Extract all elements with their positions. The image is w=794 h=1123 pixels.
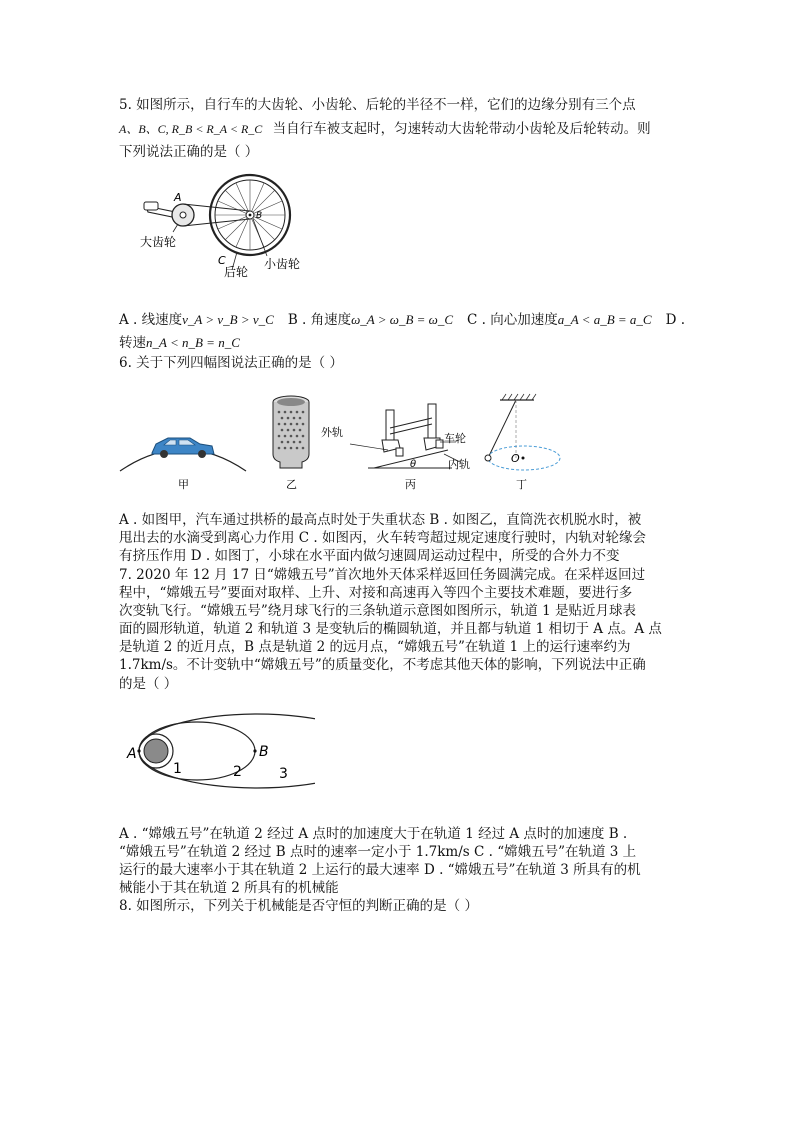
label-B: B — [259, 744, 269, 760]
q5-option-a-math: v_A > v_B > v_C — [182, 312, 274, 327]
label-theta: θ — [410, 459, 417, 470]
label-jia: 甲 — [178, 478, 189, 491]
label-C: C — [218, 254, 226, 267]
label-yi: 乙 — [286, 478, 297, 491]
label-ding: 丁 — [516, 478, 527, 491]
q6-options-line3: 有挤压作用 D . 如图丁，小球在水平面内做匀速圆周运动过程中，所受的合外力不变 — [119, 548, 620, 564]
q5-option-a-label: A . 线速度 — [119, 312, 183, 328]
small-gear-leader — [253, 219, 267, 256]
q7-stem-line3: 次变轨飞行。“嫦娥五号”绕月球飞行的三条轨道示意图如图所示，轨道 1 是贴近月球表 — [119, 603, 636, 619]
label-bing: 丙 — [405, 478, 416, 491]
q7-stem-line2: 程中，“嫦娥五号”要面对取样、上升、对接和高速再入等四个主要技术难题，要进行多 — [119, 585, 633, 601]
q5-stem-line2 — [119, 120, 651, 138]
label-orbit-1: 1 — [173, 761, 182, 777]
bicycle-gear-figure — [140, 172, 320, 284]
big-gear-hub — [180, 212, 186, 218]
q5-option-b-label: B . 角速度 — [287, 312, 352, 328]
label-B: B — [256, 211, 263, 221]
conical-pendulum — [485, 394, 560, 470]
q5-option-d-prefix: 转速 — [119, 335, 146, 351]
q5-stem-line3: 下列说法正确的是（ ） — [119, 144, 259, 160]
small-gear-center — [249, 214, 252, 217]
q6-options-line1: A . 如图甲，汽车通过拱桥的最高点时处于失重状态 B . 如图乙，直筒洗衣机脱水时，被 — [119, 512, 642, 528]
label-outer-rail: 外轨 — [321, 426, 343, 439]
q5-options-line2 — [119, 334, 240, 352]
q7-stem-line4: 面的圆形轨道，轨道 2 和轨道 3 是变轨后的椭圆轨道，并且都与轨道 1 相切于 A 点。A 点 — [119, 621, 662, 637]
q5-option-d-label: D . — [665, 312, 685, 328]
point-B — [253, 749, 256, 752]
q7-stem-line6: 1.7km/s。不计变轨中“嫦娥五号”的质量变化，不考虑其他天体的影响，下列说法中正确 — [119, 657, 646, 673]
label-orbit-2: 2 — [233, 764, 242, 780]
q7-options-line3: 运行的最大速率小于其在轨道 2 上运行的最大速率 D . “嫦娥五号”在轨道 3 所具有的机 — [119, 862, 641, 878]
label-rear-wheel: 后轮 — [224, 265, 249, 279]
pedal — [144, 202, 158, 210]
label-small-gear: 小齿轮 — [264, 257, 301, 271]
point-A — [137, 749, 140, 752]
big-gear-leader — [173, 224, 178, 232]
q5-stem-math: A、B、C, R_B < R_A < R_C — [119, 122, 263, 136]
label-A: A — [174, 191, 182, 204]
four-figures — [118, 388, 568, 494]
moon — [144, 739, 168, 763]
label-A: A — [127, 746, 137, 762]
orbit-figure — [125, 712, 315, 792]
q7-stem-line5: 是轨道 2 的近月点，B 点是轨道 2 的远月点，“嫦娥五号”在轨道 1 上的运行速率约为 — [119, 639, 631, 655]
q7-options-line1: A . “嫦娥五号”在轨道 2 经过 A 点时的加速度大于在轨道 1 经过 A 点时的加速度 B . — [119, 826, 628, 842]
q6-stem: 6. 关于下列四幅图说法正确的是（ ） — [119, 355, 343, 371]
q8-stem: 8. 如图所示，下列关于机械能是否守恒的判断正确的是（ ） — [119, 898, 478, 914]
label-wheel: 车轮 — [444, 432, 466, 445]
q5-stem-text: 当自行车被支起时，匀速转动大齿轮带动小齿轮及后轮转动。则 — [272, 121, 651, 137]
q5-option-d-math: n_A < n_B = n_C — [146, 335, 240, 350]
q7-stem-line1: 7. 2020 年 12 月 17 日“嫦娥五号”首次地外天体采样返回任务圆满完成。在采样返回过 — [119, 567, 646, 583]
q7-options-line2: “嫦娥五号”在轨道 2 经过 B 点时的速率一定小于 1.7km/s C . “嫦娥五号”在轨道 3 上 — [119, 844, 637, 860]
q5-option-c-math: a_A < a_B = a_C — [557, 312, 652, 327]
outer-rail-leader — [350, 444, 388, 450]
q7-stem-line7: 的是（ ） — [119, 676, 178, 692]
q5-stem-line1: 5. 如图所示，自行车的大齿轮、小齿轮、后轮的半径不一样，它们的边缘分别有三个点 — [119, 97, 636, 113]
label-big-gear: 大齿轮 — [140, 235, 177, 249]
label-O: O — [511, 452, 520, 465]
label-orbit-3: 3 — [279, 766, 288, 782]
car — [152, 438, 214, 458]
q6-options-line2: 甩出去的水滴受到离心力作用 C . 如图丙，火车转弯超过规定速度行驶时，内轨对轮缘会 — [119, 530, 646, 546]
label-inner-rail: 内轨 — [448, 458, 470, 471]
q7-options-line4: 械能小于其在轨道 2 所具有的机械能 — [119, 880, 339, 896]
washing-drum — [273, 396, 309, 468]
q5-options-line1 — [119, 311, 685, 329]
q5-option-b-math: ω_A > ω_B = ω_C — [351, 312, 454, 327]
q5-option-c-label: C . 向心加速度 — [467, 312, 558, 328]
